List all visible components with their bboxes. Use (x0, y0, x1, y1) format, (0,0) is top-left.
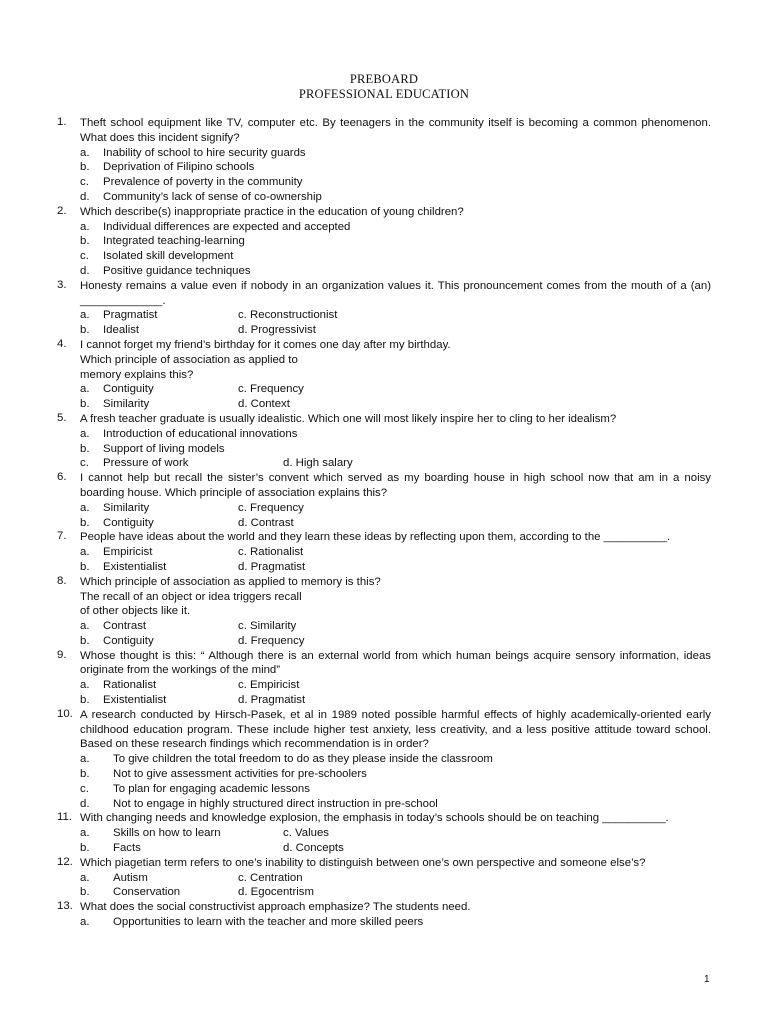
option-letter: c. (80, 457, 89, 470)
option-d: d. Frequency (238, 634, 305, 647)
question-number: 2. (57, 204, 67, 217)
option-c (80, 782, 711, 797)
question-list (57, 116, 711, 930)
option-text: Idealist (103, 324, 140, 337)
option-letter: a. (80, 383, 90, 396)
option-c: c. Frequency (238, 501, 304, 514)
question-12 (57, 856, 711, 900)
option-letter: a. (80, 501, 90, 514)
question-stem-line: Which principle of association as applied to (80, 353, 298, 366)
option-text: Contiguity (103, 516, 154, 529)
option-text: Opportunities to learn with the teacher and more skilled peers (113, 916, 424, 929)
option-text: Positive guidance techniques (103, 264, 251, 277)
page-number: 1 (704, 974, 710, 985)
option-b (80, 885, 180, 900)
option-text: Not to engage in highly structured direct instruction in pre-school (113, 797, 438, 810)
option-letter: b. (80, 768, 90, 781)
option-row (80, 560, 711, 575)
option-row (80, 634, 711, 649)
option-text: To give children the total freedom to do as they please inside the classroom (113, 753, 493, 766)
question-stem: Which describe(s) inappropriate practice in the education of young children? (80, 205, 464, 218)
question-4 (57, 338, 711, 412)
option-c: c. Centration (238, 871, 303, 884)
option-row (80, 323, 711, 338)
option-a (80, 427, 711, 442)
option-text: Pressure of work (103, 457, 189, 470)
question-stem: A research conducted by Hirsch-Pasek, et al in 1989 noted possible harmful effects of highly academically-oriented early childhood education program. These include higher test anxiety, less creativity, and a less positive attitude toward school. Based on these research findings which recommendation is in order? (80, 708, 711, 751)
option-b (80, 323, 139, 338)
option-text: Rationalist (103, 679, 157, 692)
option-text: Contrast (103, 620, 147, 633)
option-row (80, 501, 711, 516)
option-text: Similarity (103, 501, 150, 514)
option-d: d. Progressivist (238, 324, 316, 337)
question-number: 4. (57, 337, 67, 350)
option-letter: d. (80, 264, 90, 277)
question-13 (57, 900, 711, 930)
option-text: Pragmatist (103, 309, 158, 322)
option-row (80, 871, 711, 886)
option-text: Contiguity (103, 634, 154, 647)
option-letter: b. (80, 694, 90, 707)
option-a (80, 146, 711, 161)
question-stem-line: I cannot forget my friend’s birthday for it comes one day after my birthday. (80, 338, 451, 351)
option-a (80, 308, 157, 323)
option-letter: b. (80, 324, 90, 337)
question-7 (57, 530, 711, 574)
option-c (80, 175, 711, 190)
question-1 (57, 116, 711, 205)
option-row (80, 678, 711, 693)
option-text: Empiricist (103, 546, 153, 559)
option-a (80, 826, 221, 841)
option-c: c. Similarity (238, 620, 297, 633)
option-b (80, 767, 711, 782)
option-text: Inability of school to hire security guards (103, 146, 306, 159)
question-2 (57, 205, 711, 279)
option-row (80, 693, 711, 708)
option-a (80, 220, 711, 235)
option-text: Community’s lack of sense of co-ownership (103, 190, 322, 203)
option-d: d. Pragmatist (238, 694, 306, 707)
option-text: Autism (113, 871, 148, 884)
option-d: d. Contrast (238, 516, 294, 529)
document-subtitle: PROFESSIONAL EDUCATION (298, 87, 470, 101)
option-c: c. Rationalist (238, 546, 304, 559)
option-d (80, 264, 711, 279)
question-stem-line: Which principle of association as applied to memory is this? (80, 575, 381, 588)
question-11 (57, 811, 711, 855)
question-number: 5. (57, 411, 67, 424)
option-letter: a. (80, 427, 90, 440)
option-row (80, 516, 711, 531)
question-stem: Which piagetian term refers to one’s inability to distinguish between one’s own perspective and someone else’s? (80, 856, 646, 869)
option-a (80, 752, 711, 767)
option-a (80, 619, 146, 634)
option-letter: b. (80, 560, 90, 573)
option-text: Facts (113, 842, 141, 855)
question-number: 9. (57, 648, 67, 661)
question-stem: I cannot help but recall the sister’s convent which served as my boarding house in high school now that am in a noisy boarding house. Which principle of association explains this? (80, 472, 711, 499)
option-text: Skills on how to learn (113, 827, 221, 840)
option-b (80, 234, 711, 249)
option-b (80, 634, 154, 649)
option-d: d. Concepts (283, 842, 344, 855)
document-title: PREBOARD (349, 72, 419, 86)
question-3 (57, 279, 711, 338)
question-stem: People have ideas about the world and they learn these ideas by reflecting upon them, according to the __________. (80, 531, 671, 544)
option-row (80, 619, 711, 634)
option-text: Support of living models (103, 442, 225, 455)
option-letter: a. (80, 546, 90, 559)
option-text: Similarity (103, 398, 150, 411)
option-letter: a. (80, 620, 90, 633)
question-number: 11. (57, 811, 72, 824)
option-letter: b. (80, 398, 90, 411)
question-number: 1. (57, 116, 67, 128)
option-d: d. Egocentrism (238, 886, 314, 899)
option-b (80, 693, 166, 708)
option-row (80, 826, 711, 841)
question-5 (57, 412, 711, 471)
option-letter: b. (80, 235, 90, 248)
option-b (80, 841, 141, 856)
option-row (80, 545, 711, 560)
option-letter: b. (80, 161, 90, 174)
option-text: Existentialist (103, 560, 167, 573)
option-a (80, 871, 148, 886)
option-c: c. Values (283, 827, 330, 840)
question-stem-line: memory explains this? (80, 368, 194, 381)
option-b (80, 442, 711, 457)
option-row (80, 382, 711, 397)
option-letter: b. (80, 516, 90, 529)
option-letter: d. (80, 797, 90, 810)
question-stem: Honesty remains a value even if nobody in an organization values it. This pronouncement comes from the mouth of a (an) _____________. (80, 279, 711, 307)
option-letter: b. (80, 634, 90, 647)
option-a (80, 678, 156, 693)
option-a (80, 382, 154, 397)
option-text: Introduction of educational innovations (103, 427, 298, 440)
option-row (80, 397, 711, 412)
option-c: c. Empiricist (238, 679, 300, 692)
option-c (80, 456, 188, 471)
option-letter: a. (80, 309, 90, 322)
question-9 (57, 649, 711, 708)
option-row (80, 885, 711, 900)
question-number: 8. (57, 574, 67, 587)
option-text: Not to give assessment activities for pre-schoolers (113, 768, 367, 781)
option-b (80, 397, 149, 412)
option-letter: c. (80, 250, 89, 263)
question-number: 13. (57, 900, 73, 913)
option-text: Prevalence of poverty in the community (103, 176, 303, 189)
option-letter: b. (80, 886, 90, 899)
option-text: Integrated teaching-learning (103, 235, 245, 248)
option-letter: c. (80, 782, 89, 795)
question-6 (57, 471, 711, 530)
question-stem: With changing needs and knowledge explosion, the emphasis in today’s schools should be on teaching __________. (80, 812, 669, 825)
question-number: 3. (57, 278, 67, 291)
option-row (80, 308, 711, 323)
option-text: Deprivation of Filipino schools (103, 161, 255, 174)
question-number: 10. (57, 707, 73, 720)
option-text: Individual differences are expected and accepted (103, 220, 351, 233)
option-letter: a. (80, 679, 90, 692)
option-d: d. Pragmatist (238, 560, 306, 573)
question-number: 12. (57, 855, 73, 868)
option-b (80, 516, 154, 531)
question-stem-line: The recall of an object or idea triggers recall (80, 590, 302, 603)
option-d: d. Context (238, 398, 290, 411)
option-c (80, 249, 711, 264)
option-letter: a. (80, 871, 90, 884)
option-letter: a. (80, 916, 90, 929)
option-a (80, 915, 711, 930)
option-letter: a. (80, 146, 90, 159)
option-text: Contiguity (103, 383, 154, 396)
option-text: To plan for engaging academic lessons (113, 782, 310, 795)
question-stem-line: of other objects like it. (80, 605, 191, 618)
option-letter: d. (80, 190, 90, 203)
option-d (80, 797, 711, 812)
option-text: Existentialist (103, 694, 167, 707)
option-a (80, 501, 149, 516)
option-text: Isolated skill development (103, 250, 234, 263)
option-letter: b. (80, 442, 90, 455)
question-stem: A fresh teacher graduate is usually idealistic. Which one will most likely inspire her to cling to her idealism? (80, 412, 617, 425)
question-number: 7. (57, 530, 67, 543)
option-letter: c. (80, 176, 89, 189)
option-letter: a. (80, 753, 90, 766)
option-d: d. High salary (283, 457, 353, 470)
question-10 (57, 708, 711, 812)
option-c: c. Reconstructionist (238, 309, 338, 322)
question-stem: Theft school equipment like TV, computer etc. By teenagers in the community itself is becoming a common phenomenon. What does this incident signify? (80, 117, 711, 144)
option-b (80, 560, 166, 575)
option-letter: a. (80, 220, 90, 233)
option-text: Conservation (113, 886, 181, 899)
option-row (80, 456, 711, 471)
question-number: 6. (57, 471, 67, 484)
option-c: c. Frequency (238, 383, 304, 396)
option-a (80, 545, 152, 560)
option-letter: a. (80, 827, 90, 840)
option-b (80, 160, 711, 175)
question-stem: What does the social constructivist approach emphasize? The students need. (80, 901, 471, 914)
option-d (80, 190, 711, 205)
option-row (80, 841, 711, 856)
option-letter: b. (80, 842, 90, 855)
question-8 (57, 575, 711, 649)
question-stem: Whose thought is this: “ Although there is an external world from which human beings acquire sensory information, ideas originate from the workings of the mind” (80, 649, 711, 677)
